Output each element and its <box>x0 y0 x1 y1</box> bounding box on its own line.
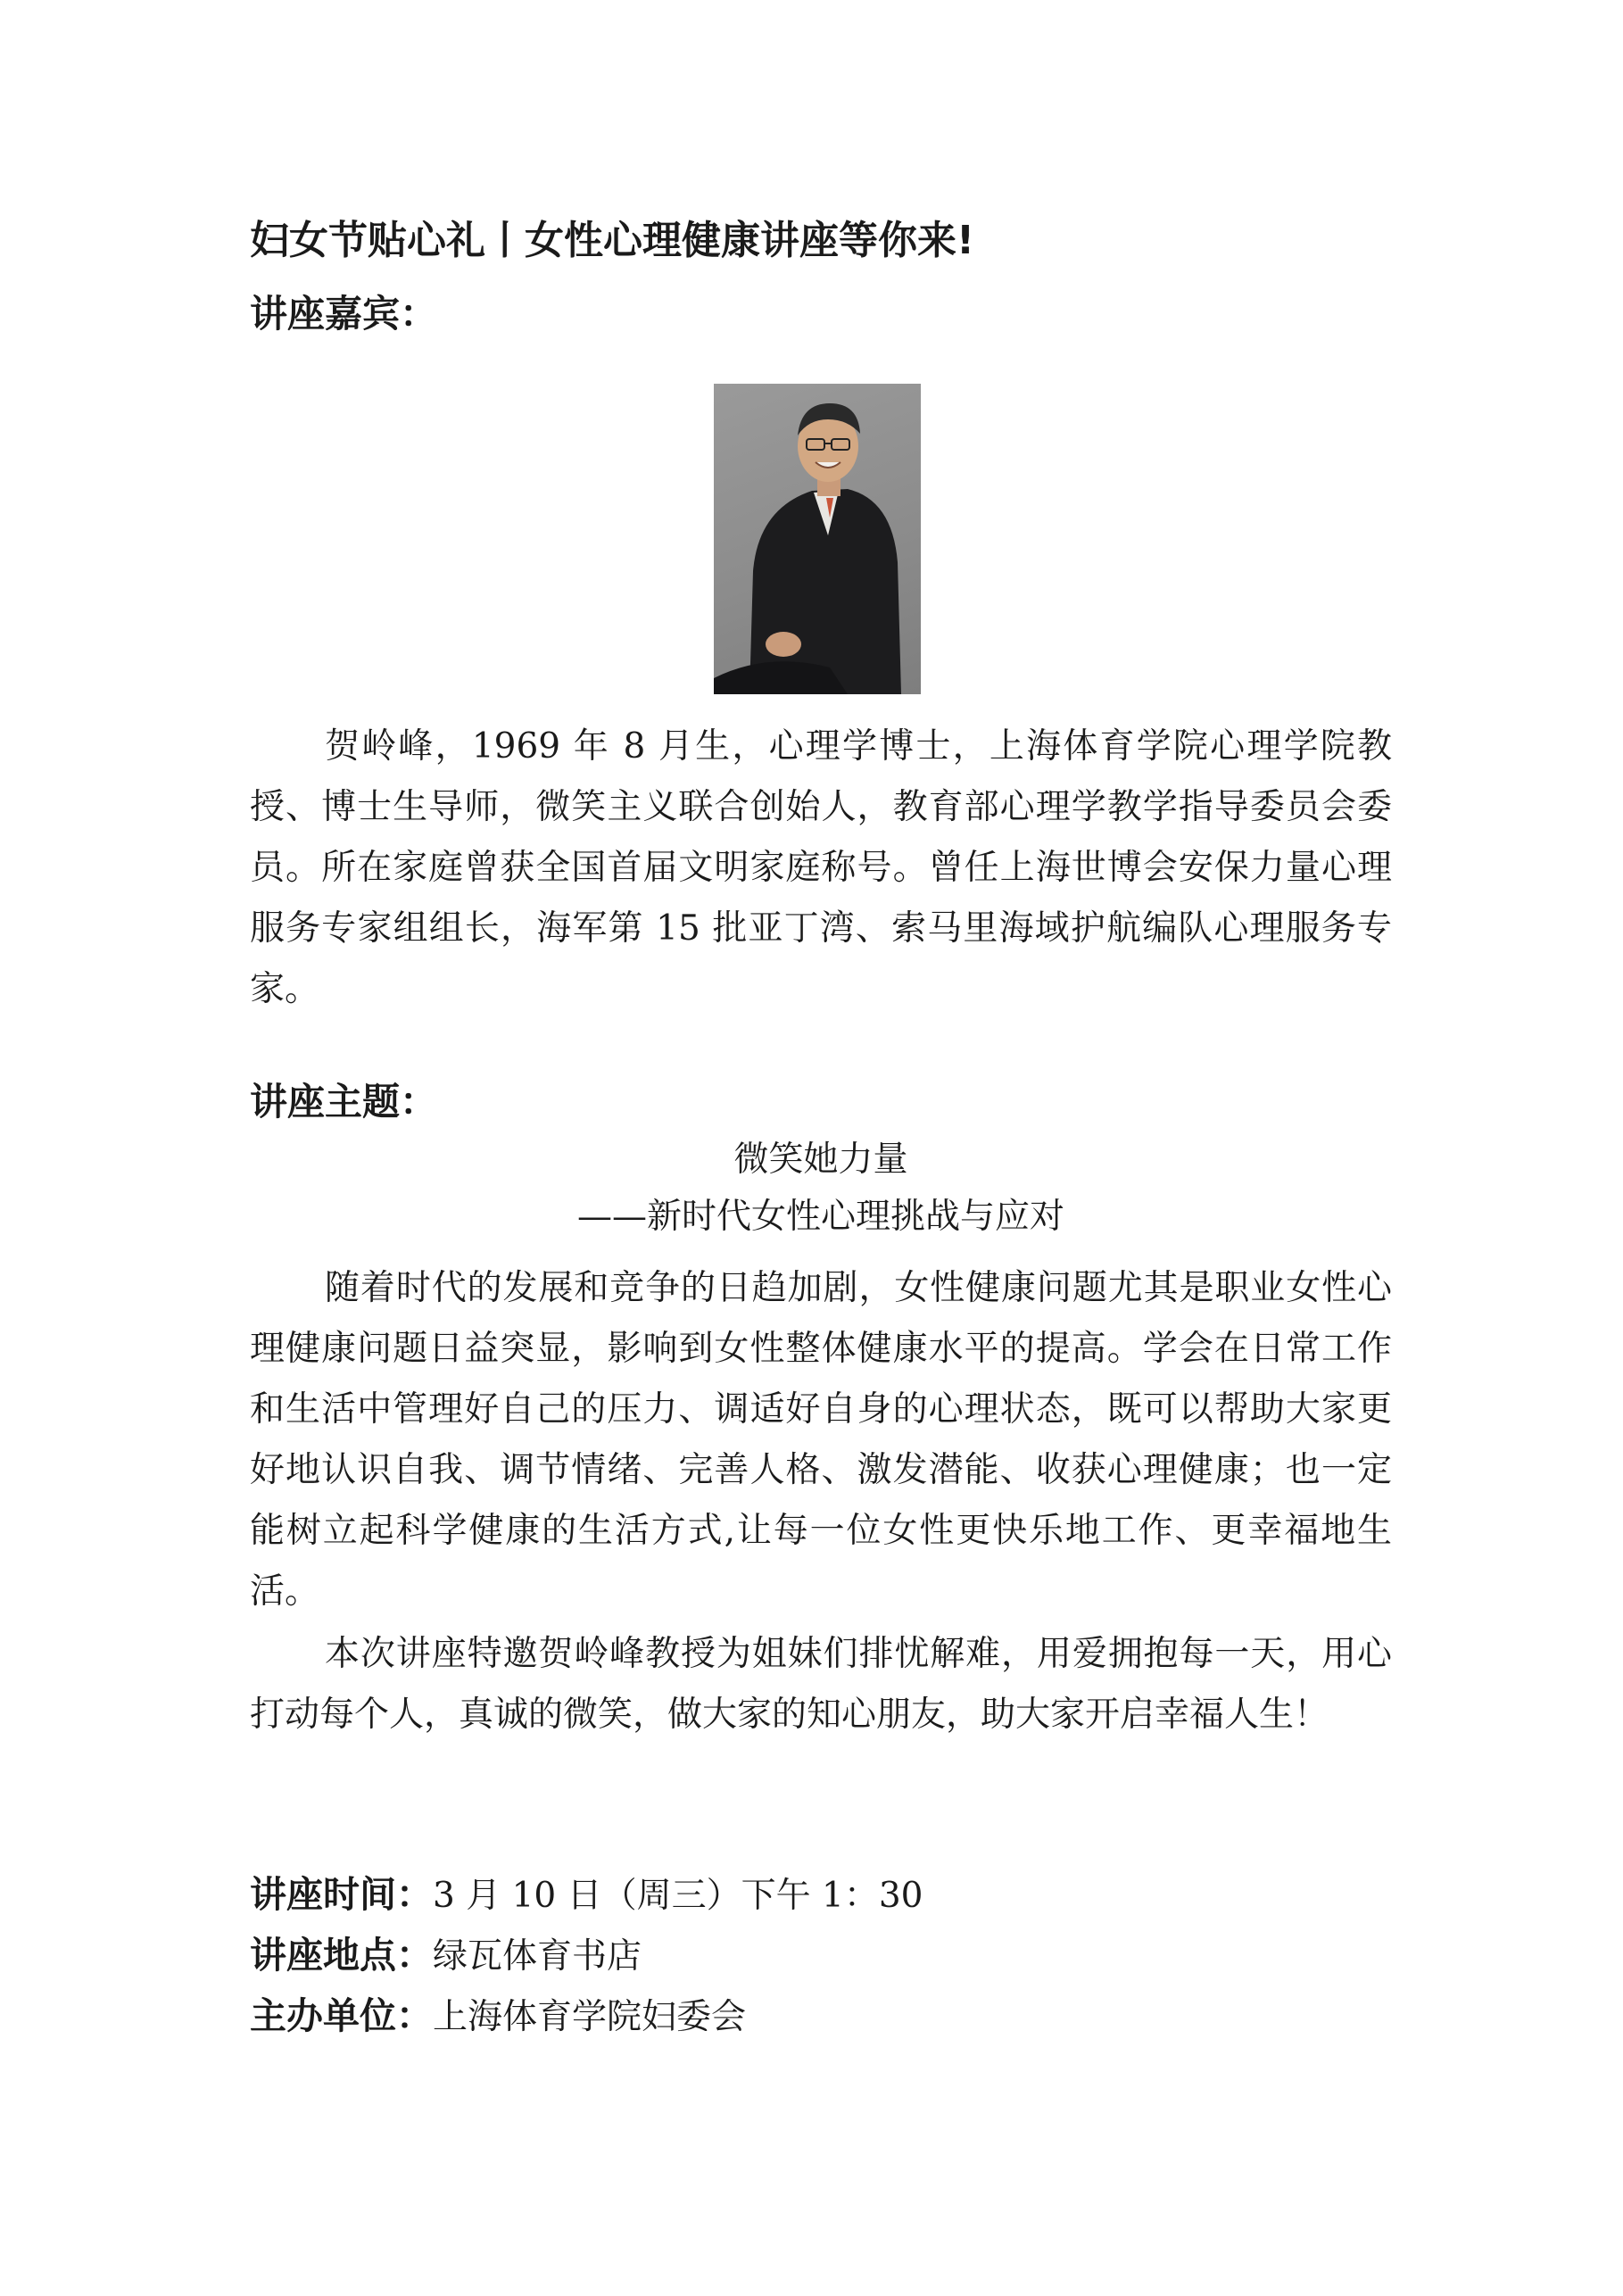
speaker-portrait-icon <box>714 384 921 694</box>
info-location-label: 讲座地点： <box>250 1934 433 1977</box>
topic-paragraph-1: 随着时代的发展和竞争的日趋加剧，女性健康问题尤其是职业女性心理健康问题日益突显，影响到女性整体健康水平的提高。学会在日常工作和生活中管理好自己的压力、调适好自身的心理状态，既可以帮助大家更好地认识自我、调节情绪、完善人格、激发潜能、收获心理健康；也一定能树立起科学健康的生活方式,让每一位女性更快乐地工作、更幸福地生活。 <box>250 1268 1392 1612</box>
guest-heading: 讲座嘉宾： <box>250 292 438 336</box>
topic-heading: 讲座主题： <box>250 1080 438 1123</box>
info-location-row <box>250 1926 1392 1986</box>
info-time-row <box>250 1865 1392 1926</box>
info-organizer-value: 上海体育学院妇委会 <box>433 1997 747 2037</box>
topic-title: 微笑她力量 <box>733 1140 908 1180</box>
info-time-value: 3 月 10 日（周三）下午 1：30 <box>433 1876 923 1916</box>
speaker-photo <box>714 384 921 694</box>
info-time-label: 讲座时间： <box>250 1873 433 1916</box>
speaker-bio: 贺岭峰，1969 年 8 月生，心理学博士，上海体育学院心理学院教授、博士生导师，微笑主义联合创始人，教育部心理学教学指导委员会委员。所在家庭曾获全国首届文明家庭称号。曾任上海世博会安保力量心理服务专家组组长，海军第 15 批亚丁湾、索马里海域护航编队心理服务专家。 <box>250 726 1392 1009</box>
info-organizer-row <box>250 1986 1392 2047</box>
document-title: 妇女节贴心礼丨女性心理健康讲座等你来! <box>250 218 975 263</box>
topic-subtitle: ——新时代女性心理挑战与应对 <box>576 1197 1064 1237</box>
info-location-value: 绿瓦体育书店 <box>433 1936 642 1977</box>
topic-paragraph-2: 本次讲座特邀贺岭峰教授为姐妹们排忧解难，用爱拥抱每一天，用心打动每个人，真诚的微笑，做大家的知心朋友，助大家开启幸福人生！ <box>250 1634 1392 1735</box>
info-organizer-label: 主办单位： <box>250 1994 433 2037</box>
